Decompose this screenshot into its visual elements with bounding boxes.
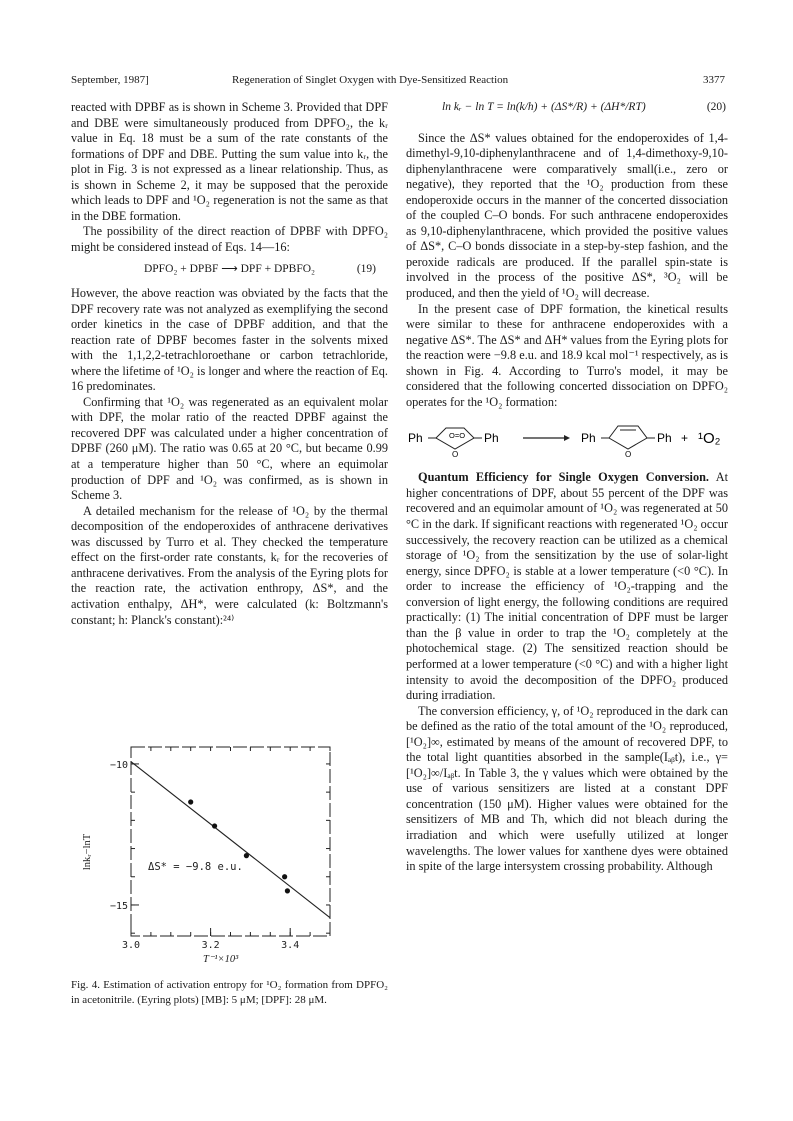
- left-column: [71, 100, 388, 628]
- x-tick-label: 3.4: [281, 940, 300, 951]
- y-tick-label: −15: [109, 900, 128, 912]
- page-number: 3377: [703, 74, 725, 86]
- y-axis-label: lnkᵣ−lnT: [82, 833, 93, 871]
- regression-line: [131, 762, 330, 918]
- reaction-scheme: [406, 416, 728, 462]
- scheme-singlet-oxygen: ¹O₂: [698, 430, 721, 448]
- equation-number: (19): [356, 263, 376, 276]
- scheme-plus: +: [681, 431, 689, 446]
- running-header-left: September, 1987]: [71, 74, 149, 86]
- paragraph: [406, 470, 728, 703]
- paragraph: However, the above reaction was obviated by the facts that the DPF recovery rate was not analyzed as exemplifying the second order kinetics in the case of DPBF addition, and that the reaction rate of DPBF becomes faster in the solvents mixed with the 1,1,2,2-tetrachloroethane or carbon tetrachloride, where the lifetime of ¹O₂ is longer and where the reaction of Eq. 16 predominates.: [71, 286, 388, 394]
- y-tick-label: −10: [109, 759, 128, 771]
- paragraph: Confirming that ¹O₂ was regenerated as an equivalent molar with DPF, the molar ratio of the reacted DPBF against the recovered DPF was calculated under a higher concentration of DPBF (260 μM). The ratio was 0.65 at 20 °C, but became 0.99 at a temperature higher than 50 °C, where an equimolar production of DPF and ¹O₂ was confirmed, as is shown in Scheme 3.: [71, 394, 388, 503]
- paragraph: A detailed mechanism for the release of ¹O₂ by the thermal decomposition of the endoperoxides of anthracene derivatives was discussed by Turro et al. They checked the temperature effect on the first-order rate constants, kᵣ for the recoveries of anthracene derivatives. From the analysis of the Eyring plots for the reaction rate, the activation enthropy, ΔS*, and the activation enthalpy, ΔH*, were calculated (k: Boltzmann's constant; h: Planck's constant):²⁴⁾: [71, 503, 388, 627]
- furan-ring: [609, 426, 647, 449]
- data-point: [282, 874, 287, 879]
- section-heading: Quantum Efficiency for Single Oxygen Conversion.: [418, 470, 710, 485]
- plot-ticks: [110, 747, 330, 951]
- scheme-ph: Ph: [484, 431, 499, 446]
- figure-caption: Fig. 4. Estimation of activation entropy for ¹O₂ formation from DPFO₂ in acetonitrile. (Eyring plots) [MB]: 5 μM; [DPF]: 28 μM.: [71, 979, 388, 1006]
- data-point: [188, 799, 193, 804]
- annotation-delta-s: ΔS* = −9.8 e.u.: [148, 861, 243, 873]
- x-tick-label: 3.2: [201, 940, 220, 951]
- eyring-plot: [82, 740, 360, 975]
- data-point: [285, 888, 290, 893]
- scheme-ring-o: O: [452, 450, 459, 460]
- equation-20: [406, 100, 728, 116]
- data-point: [244, 853, 249, 858]
- equation-number: (20): [706, 101, 726, 113]
- paragraph: In the present case of DPF formation, the kinetical results were similar to these for anthracene endoperoxides with a negative ΔS*. The ΔS* and ΔH* values from the Eyring plots for the reaction were −9.8 e.u. and 18.9 kcal mol⁻¹ respectively, as is shown in Fig. 4. According to Turro's model, it may be considered that the following concerted dissociation on DPFO₂ operates for the ¹O₂ formation:: [406, 301, 728, 409]
- fit-line: [131, 762, 330, 918]
- scheme-ph: Ph: [657, 431, 672, 446]
- running-header-title: Regeneration of Singlet Oxygen with Dye-Sensitized Reaction: [232, 74, 509, 86]
- x-tick-label: 3.0: [121, 940, 141, 951]
- equation-19-text: DPFO₂ + DPBF ⟶ DPF + DPBFO₂: [143, 263, 316, 276]
- equation-19: [71, 262, 388, 278]
- plot-border: [131, 747, 330, 936]
- paragraph-text: At higher concentrations of DPF, about 55 percent of the DPF was recovered and an equimolar amount of ¹O₂ was regenerated at 50 °C in the dark. If significant reactions with regenerated ¹O₂ occur successively, the recovery reaction can be utilized as a chemical storage of ¹O₂ from the sensitization by the use of solar-light energy, since DPFO₂ is stable at a lower temperature (<0 °C). In order to increase the efficiency of ¹O₂-trapping and the conversion of light energy, the following conditions are required practically: (1) The initial concentration of DPF must be larger than the β value in order to trap the ¹O₂ completely at the photochemical stage. (2) The sensitized reaction should be performed at a lower temperature (<0 °C) and with a higher light intensity to avoid the decomposition of the DPFO₂ produced during irradiation.: [406, 470, 728, 703]
- scheme-ph: Ph: [581, 431, 596, 446]
- plot-frame: [131, 747, 330, 936]
- scheme-bridge: O=O: [449, 431, 466, 441]
- paragraph: reacted with DPBF as is shown in Scheme 3. Provided that DPF and DBE were simultaneously produced from DPFO₂, the kᵣ value in Eq. 18 must be a sum of the rate constants of the formations of DPF and DBE. Putting the sum value into kᵣ, the plot in Fig. 3 is not expressed as a linear relationship. Thus, as is shown in Scheme 2, it may be supposed that the peroxide which leads to DPF and ¹O₂ regeneration is not the same as that in the DBE formation.: [71, 100, 388, 223]
- equation-20-text: ln kᵣ − ln T = ln(k/h) + (ΔS*/R) + (ΔH*/RT): [442, 101, 646, 113]
- paragraph: The possibility of the direct reaction of DPBF with DPFO₂ might be considered instead of Eqs. 14—16:: [71, 224, 388, 254]
- right-column: [406, 100, 728, 875]
- scheme-ph-left: Ph: [408, 431, 423, 446]
- scheme-furan-o: O: [625, 450, 632, 460]
- data-point: [212, 823, 217, 828]
- x-axis-label: T⁻¹×10³: [203, 954, 239, 965]
- paragraph: Since the ΔS* values obtained for the endoperoxides of 1,4-dimethyl-9,10-diphenylanthracene and of 1,4-dimethoxy-9,10-diphenylanthracene were comparatively small(i.e., zero or negative), they reported that the ¹O₂ production from these endoperoxide occurs in the manner of the concerted dissociation of the coupled C–O bonds. For such anthracene endoperoxides as 9,10-diphenylanthracene, which provided the positive values of ΔS*, C–O bonds dissociate in a step-by-step fashion, and the peroxide radicals are produced. If the parallel spin-state is involved in the process of the positive ΔS*, ³O₂ will be produced, and then the yield of ¹O₂ will decrease.: [406, 130, 728, 301]
- paragraph: The conversion efficiency, γ, of ¹O₂ reproduced in the dark can be defined as the ratio of the total amount of the ¹O₂ reproduced, [¹O₂]∞, estimated by means of the amount of recovered DPF, to the total light quantities absorbed in the sample(Iₐᵦt), i.e., γ=[¹O₂]∞/Iₐᵦt. In Table 3, the γ values which were obtained by the use of various sensitizers are listed at a constant DPF concentration (150 μM). Higher values were obtained for the sensitizers of MB and Th, which did not bleach during the irradiation and which were usefully utilized at longer wavelengths. The lower values for xanthene dyes were obtained in spite of the large intersystem crossing probability. Although: [406, 703, 728, 874]
